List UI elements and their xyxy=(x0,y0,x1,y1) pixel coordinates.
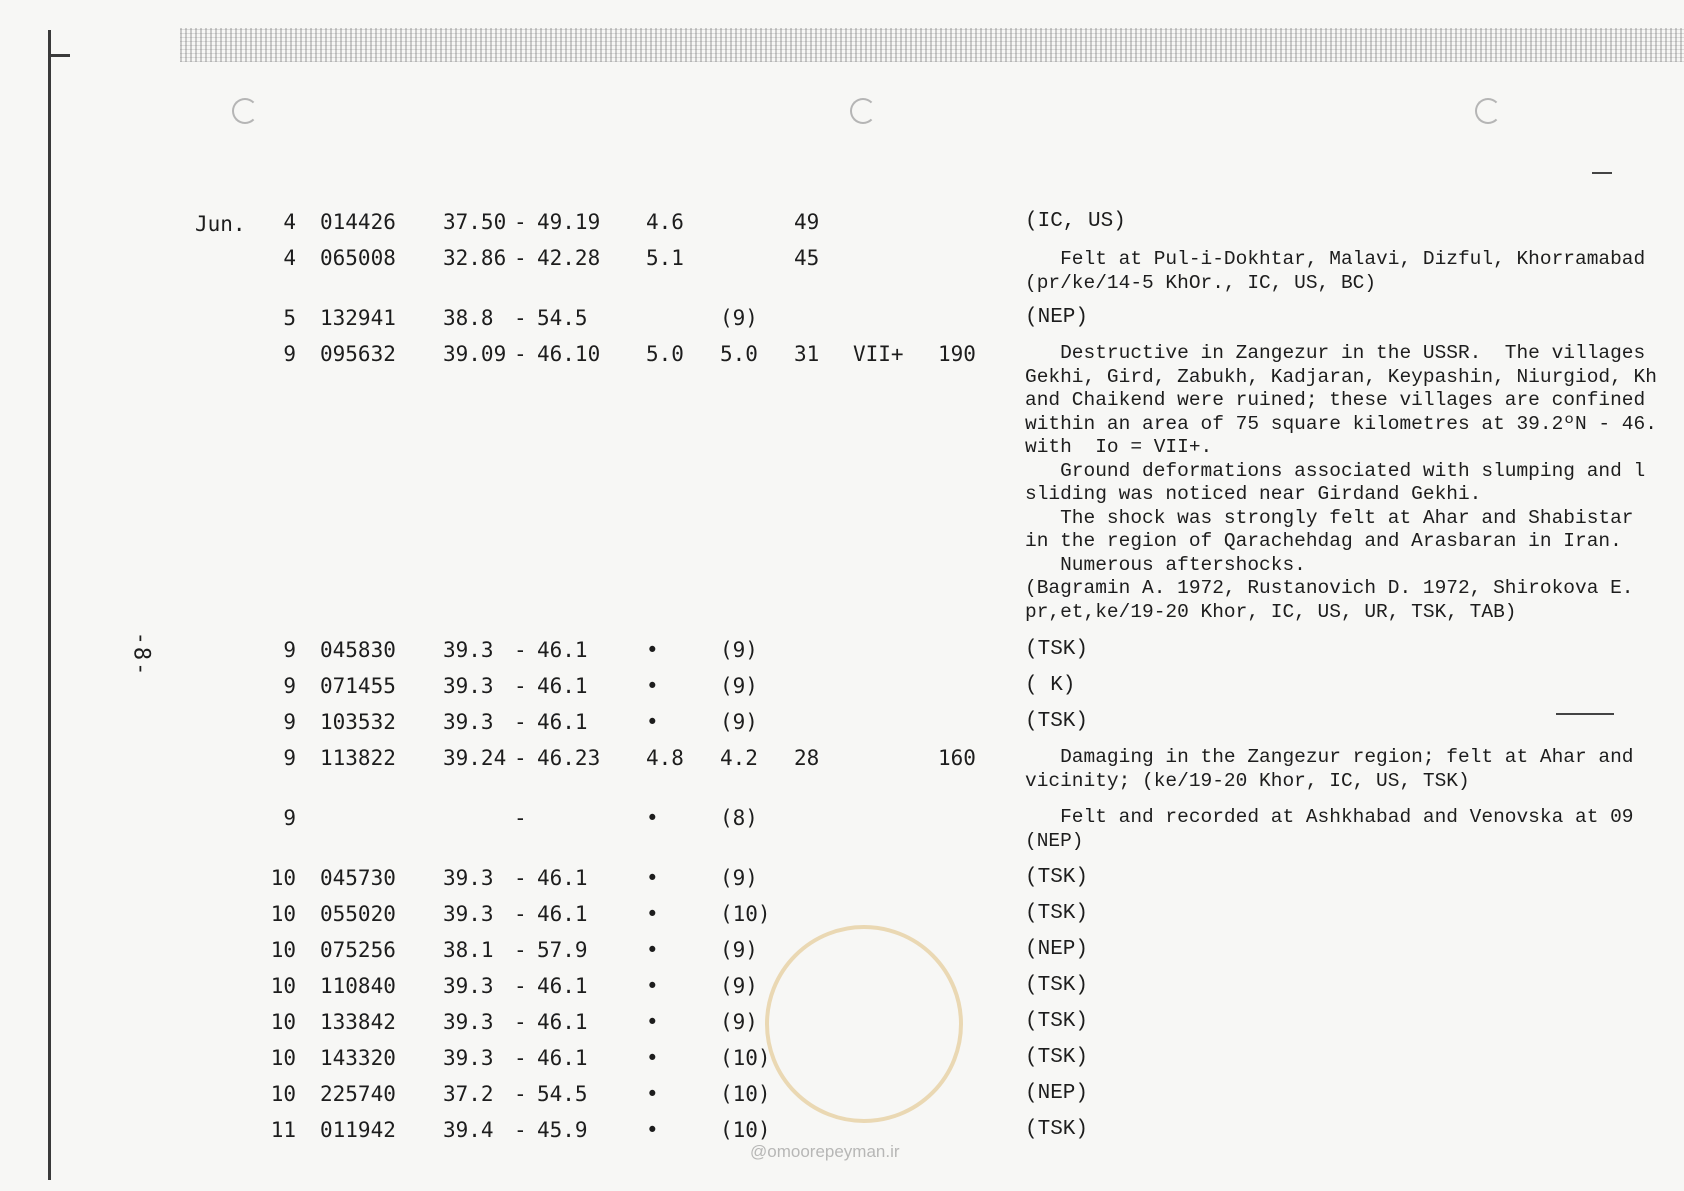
cell-lon: 46.1 xyxy=(537,974,588,998)
cell-lon: 46.23 xyxy=(537,746,601,770)
table-row xyxy=(0,710,1684,738)
cell-lon: 49.19 xyxy=(537,210,601,234)
cell-mb: • xyxy=(646,1046,659,1070)
cell-time: 103532 xyxy=(320,710,396,734)
cell-ref: (TSK) xyxy=(1025,974,1089,997)
cell-day: 4 xyxy=(283,210,296,234)
cell-lon: 54.5 xyxy=(537,306,588,330)
cell-ms: (10) xyxy=(720,1118,771,1142)
cell-lon: 46.1 xyxy=(537,866,588,890)
punch-hole-icon xyxy=(850,98,876,124)
cell-time: 095632 xyxy=(320,342,396,366)
remark-zangezur-destructive: Destructive in Zangezur in the USSR. The villages Gekhi, Gird, Zabukh, Kadjaran, Keypashin, Niurgiod, Kh and Chaikend were ruined; these villages are confined within an area of 75 square kilometres at 39.2ºN - 46. with Io = VII+. Ground deformations associated with slumping and l sliding was noticed near Girdand Gekhi. The shock was strongly felt at Ahar and Shabistar in the region of Qarachehdag and Arasbaran in Iran. Numerous aftershocks. (Bagramin A. 1972, Rustanovich D. 1972, Shirokova E. pr,et,ke/19-20 Khor, IC, US, UR, TSK, TAB) xyxy=(1025,342,1657,623)
cell-ref: (NEP) xyxy=(1025,1082,1089,1105)
cell-mb: 4.8 xyxy=(646,746,684,770)
cell-ms: (9) xyxy=(720,638,758,662)
cell-mb: 5.1 xyxy=(646,246,684,270)
cell-ref: (TSK) xyxy=(1025,638,1089,661)
cell-separator: - xyxy=(514,866,527,890)
cell-ms: (9) xyxy=(720,674,758,698)
cell-ref: (TSK) xyxy=(1025,866,1089,889)
cell-ref: ( K) xyxy=(1025,674,1076,697)
cell-dist: 190 xyxy=(938,342,976,366)
cell-separator: - xyxy=(514,246,527,270)
cell-lat: 39.3 xyxy=(443,638,494,662)
cell-lat: 32.86 xyxy=(443,246,507,270)
cell-time: 133842 xyxy=(320,1010,396,1034)
cell-ms: (9) xyxy=(720,1010,758,1034)
cell-separator: - xyxy=(514,974,527,998)
cell-day: 9 xyxy=(283,342,296,366)
table-row xyxy=(0,902,1684,930)
cell-mb: • xyxy=(646,1082,659,1106)
table-row xyxy=(0,638,1684,666)
cell-separator: - xyxy=(514,210,527,234)
cell-lat: 39.3 xyxy=(443,866,494,890)
cell-separator: - xyxy=(514,1118,527,1142)
cell-mb: • xyxy=(646,902,659,926)
punch-hole-icon xyxy=(232,98,258,124)
cell-lon: 46.1 xyxy=(537,902,588,926)
cell-ms: 5.0 xyxy=(720,342,758,366)
cell-ms: (9) xyxy=(720,938,758,962)
cell-mb: • xyxy=(646,674,659,698)
cell-ref: (TSK) xyxy=(1025,1118,1089,1141)
cell-separator: - xyxy=(514,674,527,698)
cell-mb: 5.0 xyxy=(646,342,684,366)
cell-time: 075256 xyxy=(320,938,396,962)
cell-time: 065008 xyxy=(320,246,396,270)
cell-depth: 28 xyxy=(794,746,820,770)
cell-lat: 39.4 xyxy=(443,1118,494,1142)
cell-time: 110840 xyxy=(320,974,396,998)
cell-ms: 4.2 xyxy=(720,746,758,770)
cell-depth: 45 xyxy=(794,246,820,270)
cell-day: 10 xyxy=(270,938,296,962)
cell-lon: 45.9 xyxy=(537,1118,588,1142)
cell-lat: 39.24 xyxy=(443,746,507,770)
cell-day: 10 xyxy=(270,1082,296,1106)
cell-depth: 31 xyxy=(794,342,820,366)
cell-day: 9 xyxy=(283,674,296,698)
remark-pul-i-dokhtar: Felt at Pul-i-Dokhtar, Malavi, Dizful, Khorramabad (pr/ke/14-5 KhOr., IC, US, BC) xyxy=(1025,248,1646,294)
cell-ref: (NEP) xyxy=(1025,938,1089,961)
cell-time: 045830 xyxy=(320,638,396,662)
cell-ms: (9) xyxy=(720,866,758,890)
cell-ms: (8) xyxy=(720,806,758,830)
cell-lat: 38.8 xyxy=(443,306,494,330)
cell-lon: 46.1 xyxy=(537,710,588,734)
cell-mb: • xyxy=(646,638,659,662)
punch-hole-icon xyxy=(1475,98,1501,124)
cell-time: 055020 xyxy=(320,902,396,926)
cell-time: 071455 xyxy=(320,674,396,698)
watermark-seal-icon xyxy=(765,925,963,1123)
table-row xyxy=(0,210,1684,238)
cell-day: 11 xyxy=(270,1118,296,1142)
cell-day: 10 xyxy=(270,1046,296,1070)
cell-day: 4 xyxy=(283,246,296,270)
cell-day: 5 xyxy=(283,306,296,330)
cell-day: 10 xyxy=(270,902,296,926)
cell-mb: • xyxy=(646,806,659,830)
scan-mark xyxy=(1592,172,1612,174)
cell-lon: 46.1 xyxy=(537,1046,588,1070)
cell-ref: (TSK) xyxy=(1025,1046,1089,1069)
cell-ref: (TSK) xyxy=(1025,1010,1089,1033)
cell-time: 143320 xyxy=(320,1046,396,1070)
cell-day: 10 xyxy=(270,974,296,998)
cell-ms: (9) xyxy=(720,306,758,330)
cell-lat: 37.50 xyxy=(443,210,507,234)
cell-lon: 46.1 xyxy=(537,674,588,698)
remark-ashkhabad: Felt and recorded at Ashkhabad and Venovska at 09 (NEP) xyxy=(1025,806,1634,852)
cell-lon: 54.5 xyxy=(537,1082,588,1106)
cell-lat: 39.3 xyxy=(443,974,494,998)
cell-mb: • xyxy=(646,938,659,962)
table-row xyxy=(0,306,1684,334)
cell-lon: 57.9 xyxy=(537,938,588,962)
cell-intensity: VII+ xyxy=(853,342,904,366)
cell-lat: 38.1 xyxy=(443,938,494,962)
cell-dist: 160 xyxy=(938,746,976,770)
table-row xyxy=(0,674,1684,702)
cell-separator: - xyxy=(514,1046,527,1070)
cell-mb: • xyxy=(646,974,659,998)
cell-lon: 46.1 xyxy=(537,1010,588,1034)
cell-day: 9 xyxy=(283,710,296,734)
table-row xyxy=(0,866,1684,894)
cell-separator: - xyxy=(514,1010,527,1034)
cell-separator: - xyxy=(514,306,527,330)
cell-mb: • xyxy=(646,866,659,890)
cell-ms: (9) xyxy=(720,974,758,998)
cell-lat: 39.09 xyxy=(443,342,507,366)
cell-ref: (NEP) xyxy=(1025,306,1089,329)
cell-lon: 42.28 xyxy=(537,246,601,270)
cell-lat: 39.3 xyxy=(443,902,494,926)
cell-separator: - xyxy=(514,806,527,830)
cell-mb: • xyxy=(646,710,659,734)
cell-ref: (TSK) xyxy=(1025,902,1089,925)
cell-day: 9 xyxy=(283,746,296,770)
cell-mb: 4.6 xyxy=(646,210,684,234)
cell-time: 225740 xyxy=(320,1082,396,1106)
cell-separator: - xyxy=(514,710,527,734)
remark-zangezur-damaging: Damaging in the Zangezur region; felt at Ahar and vicinity; (ke/19-20 Khor, IC, US, TSK) xyxy=(1025,746,1634,792)
cell-lon: 46.1 xyxy=(537,638,588,662)
cell-day: 9 xyxy=(283,806,296,830)
watermark-text: @omoorepeyman.ir xyxy=(750,1142,900,1161)
cell-separator: - xyxy=(514,746,527,770)
month-label: Jun. xyxy=(195,212,246,236)
cell-separator: - xyxy=(514,902,527,926)
scan-noise-band xyxy=(180,28,1684,62)
cell-separator: - xyxy=(514,938,527,962)
cell-time: 014426 xyxy=(320,210,396,234)
cell-separator: - xyxy=(514,342,527,366)
cell-lat: 39.3 xyxy=(443,1010,494,1034)
cell-mb: • xyxy=(646,1118,659,1142)
cell-day: 9 xyxy=(283,638,296,662)
cell-ms: (10) xyxy=(720,1082,771,1106)
cell-time: 132941 xyxy=(320,306,396,330)
cell-ref: (IC, US) xyxy=(1025,210,1126,233)
cell-time: 045730 xyxy=(320,866,396,890)
cell-separator: - xyxy=(514,1082,527,1106)
cell-lat: 39.3 xyxy=(443,1046,494,1070)
cell-ms: (10) xyxy=(720,1046,771,1070)
cell-day: 10 xyxy=(270,866,296,890)
cell-day: 10 xyxy=(270,1010,296,1034)
cell-time: 113822 xyxy=(320,746,396,770)
page-number: -8- xyxy=(128,631,154,678)
cell-ms: (10) xyxy=(720,902,771,926)
cell-depth: 49 xyxy=(794,210,820,234)
cell-lat: 39.3 xyxy=(443,710,494,734)
cell-lat: 37.2 xyxy=(443,1082,494,1106)
cell-mb: • xyxy=(646,1010,659,1034)
page-edge xyxy=(48,30,51,1180)
page-edge-corner xyxy=(48,54,70,57)
cell-separator: - xyxy=(514,638,527,662)
cell-lon: 46.10 xyxy=(537,342,601,366)
cell-ms: (9) xyxy=(720,710,758,734)
cell-lat: 39.3 xyxy=(443,674,494,698)
cell-time: 011942 xyxy=(320,1118,396,1142)
cell-ref: (TSK) xyxy=(1025,710,1089,733)
